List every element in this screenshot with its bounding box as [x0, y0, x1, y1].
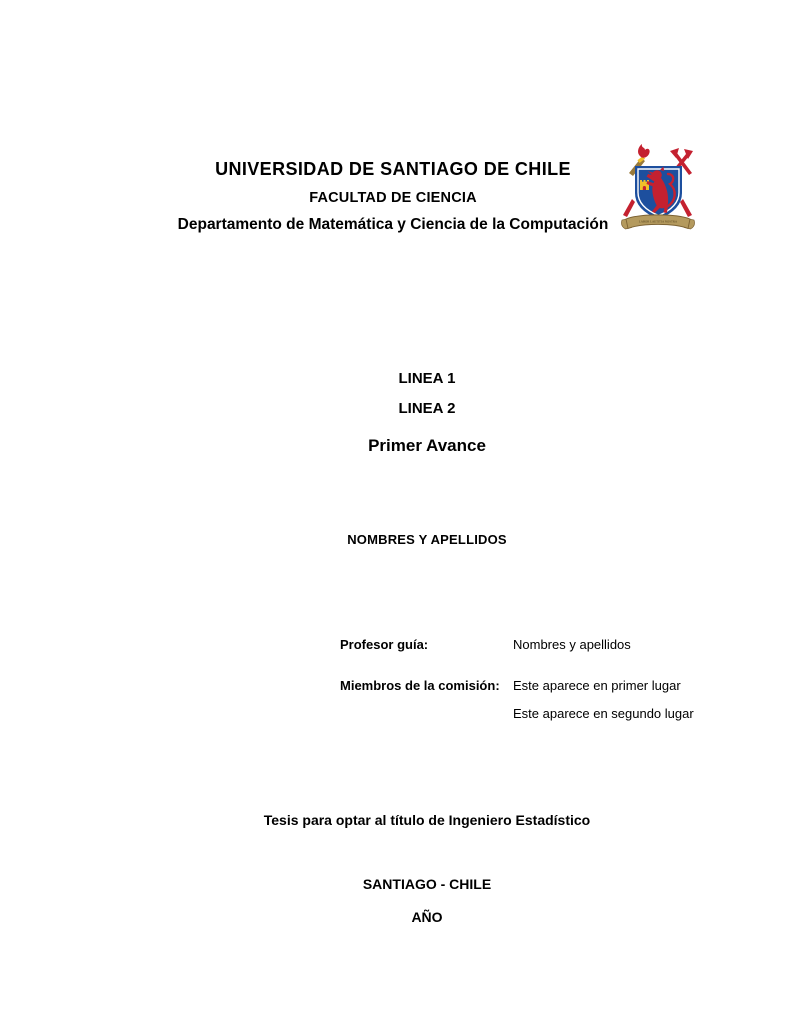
- committee-member-first: Este aparece en primer lugar: [513, 678, 681, 693]
- thesis-title-line-1: LINEA 1: [398, 370, 456, 387]
- thesis-title-line-2: LINEA 2: [398, 400, 456, 417]
- motto-text: LABOR LAETITIA NOSTRA: [638, 219, 678, 224]
- arrow-shaft-end: [680, 199, 692, 217]
- motto-scroll: [621, 215, 694, 229]
- committee-members-label: Miembros de la comisión:: [340, 678, 500, 693]
- department-name: Departamento de Matemática y Ciencia de la Computación: [177, 216, 609, 233]
- torch-flame: [638, 144, 650, 158]
- university-crest-icon: [620, 143, 696, 237]
- faculty-name: FACULTAD DE CIENCIA: [309, 190, 477, 206]
- thesis-subtitle: Primer Avance: [368, 436, 486, 455]
- location-line: SANTIAGO - CHILE: [362, 876, 492, 892]
- year-line: AÑO: [411, 909, 443, 925]
- university-name: UNIVERSIDAD DE SANTIAGO DE CHILE: [215, 159, 571, 179]
- thesis-statement: Tesis para optar al título de Ingeniero Estadístico: [263, 812, 591, 828]
- advisor-label: Profesor guía:: [340, 637, 429, 652]
- castle-door: [643, 186, 646, 190]
- torch-shaft-end: [623, 199, 635, 217]
- university-crest: [620, 143, 696, 237]
- author-name: NOMBRES Y APELLIDOS: [347, 532, 507, 547]
- advisor-name: Nombres y apellidos: [513, 637, 631, 652]
- committee-member-second: Este aparece en segundo lugar: [513, 706, 694, 721]
